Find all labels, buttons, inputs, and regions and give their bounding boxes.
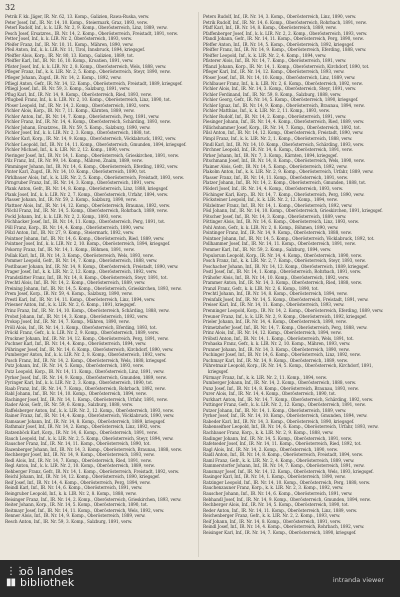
register-entry: Puchmayr Karl, Inf., IR. Nr. 14, 9. Komp., Oberösterreich, 1889, verw. xyxy=(203,357,348,363)
register-entry: Pöcksteiner Leopold, Inf., k. k. LIR. Nr. 2, 12. Komp., 1894, verw. xyxy=(203,197,338,203)
register-entry: Raffelsberger Anton, Inf., k. k. LIR. Nr. 2, 12. Komp., Oberösterreich, 1893, verw. xyxy=(5,407,174,413)
register-entry: Pfleger Johann, Zugsf., IR. Nr. 14, 2. Komp., 1892, verw. xyxy=(5,75,122,81)
register-entry: Prechtl Johann, Inf., IR. Nr. 14, 8. Komp., Oberösterreich, 1894, verw. xyxy=(203,291,348,297)
register-entry: Reingruber Leopold, Inf., k. k. LIR. Nr. 2, 8. Komp., 1888, verw. xyxy=(5,491,137,497)
register-entry: Pichler Anton, Inf., IR. Nr. 14, 7. Komp., Oberösterreich, Perg, 1891, verw. xyxy=(5,113,160,119)
register-entry: Reisinger Karl, Inf., IR. Nr. 14, 7. Komp., Oberösterreich, 1890, kriegsgef. xyxy=(203,529,357,535)
register-entry: Ratzinger Leopold, Inf., IR. Nr. 14, 10. Komp., Oberösterreich, Perg, 1888, verw. xyxy=(203,479,371,485)
register-entry: Pointner Johann, Inf., IR. Nr. 14, 5. Komp., Oberösterreich, Vöcklabruck, 1892, tot. xyxy=(203,235,375,241)
register-entry: Resch Anton, Inf., IR. Nr. 59, 3. Komp., Salzburg, 1891, verw. xyxy=(5,518,133,524)
register-entry: Pfleger Franz, Inf., k. k. LIR. Nr. 2, 5. Komp., Oberösterreich, Steyr, 1890, verw. xyxy=(5,69,171,75)
register-entry: Pichler Alois, Korp., IR. Nr. 7, 11. Komp., Kärnten, 1889, verw. xyxy=(5,108,135,114)
register-entry: Pichler Georg, Gefr., IR. Nr. 14, 5. Komp., Oberösterreich, 1890, kriegsgef. xyxy=(203,97,359,103)
register-entry: Petrik F. kk. Jäger, IR. Nr. 62, 13. Komp., Galizien, Rawa-Ruska, verw. xyxy=(5,14,150,19)
library-logo[interactable] xyxy=(6,566,74,589)
register-entry: Punz Josef, Inf., IR. Nr. 14, 8. Komp., Oberösterreich, Braunau, 1893, verw. xyxy=(203,385,359,391)
register-entry: Radinger Johann, Inf., IR. Nr. 14, 5. Komp., Oberösterreich, 1891, verw. xyxy=(203,435,352,441)
register-entry: Reif Johann, Inf., IR. Nr. 14, 8. Komp., Oberösterreich, 1891, verw. xyxy=(203,518,342,524)
register-entry: Rebhandl Josef, Inf., IR. Nr. 14, 9. Komp., Oberösterreich, Gmunden, 1894, verw. xyxy=(203,496,371,502)
right-column xyxy=(203,14,392,535)
register-entry: Pölzl Anton, Inf., IR. Nr. 27, 9. Komp., Steiermark, 1892, verw. xyxy=(5,230,135,236)
register-entry: Pflugbeil Franz, Inf., k. k. LIR. Nr. 2, 10. Komp., Oberösterreich, Linz, 1890, tot. xyxy=(5,97,171,103)
register-entry: Reiter Johann, Korp., IR. Nr. 14, 5. Komp., Oberösterreich, 1890, tot. xyxy=(5,502,148,508)
register-entry: Pimminger Johann, Inf., IR. Nr. 14, 6. Komp., Oberösterreich, Eferding, 1892, verw. xyxy=(5,163,179,169)
register-entry: Ransmayr Josef, Inf., IR. Nr. 14, 12. Komp., Oberösterreich, Wels, 1893, kriegsgef. xyxy=(203,468,374,474)
register-entry: Pfliegl Josef, Inf., IR. Nr. 59, 3. Komp., Salzburg, 1891, verw. xyxy=(5,86,131,92)
register-entry: Primetzhofer Josef, Inf., IR. Nr. 14, 7. Komp., Oberösterreich, Perg, 1888, verw. xyxy=(203,324,368,330)
register-entry: Rasinger Karl, Inf., IR. Nr. 14, 1. Komp., Oberösterreich, 1890, verw. xyxy=(203,474,346,480)
register-entry: Reindl Karl, Inf., IR. Nr. 14, 6. Komp., Oberösterreich, 1891, verw. xyxy=(5,485,143,491)
register-entry: Rauchenzauner Franz, Korp., k. k. LIR. Nr. 2, 3. Komp., 1892, verw. xyxy=(203,485,344,491)
viewer-label[interactable]: intranda viewer xyxy=(332,576,384,584)
register-entry: Pfoser Josef, Inf., IR. Nr. 14, 10. Komp., Oberösterreich, Linz, 1889, verw. xyxy=(203,75,356,81)
register-entry: Pühringer Josef, Inf., IR. Nr. 14, 6. Komp., Oberösterreich, Kirchdorf, 1890, verw. xyxy=(5,346,174,352)
register-entry: Pohl Anton, Gefr., k. k. LIR. Nr. 2, 8. Komp., Böhmen, 1890, verw. xyxy=(203,224,339,230)
register-entry: Posch Franz, Inf., k. k. LIR. Nr. 2, 7. Komp., Oberösterreich, Steyr, 1893, verw. xyxy=(203,258,366,264)
register-entry: Pyrker Josef, Inf., IR. Nr. 14, 9. Komp., Oberösterreich, Gmunden, 1889, verw. xyxy=(5,374,167,380)
register-entry: Plöderl Josef, Inf., IR. Nr. 14, 4. Komp., Oberösterreich, 1893, verw. xyxy=(203,185,344,191)
register-entry: Prinz Franz, Inf., IR. Nr. 14, 10. Komp., Oberösterreich, Schärding, 1888, verw. xyxy=(5,307,170,313)
viewer-footer xyxy=(0,560,400,597)
register-entry: Pfisterer Alois, Inf., IR. Nr. 14, 7. Komp., Oberösterreich, 1891, verw. xyxy=(203,58,347,64)
register-entry: Raml Franz, Gefr., k. k. LIR. Nr. 2, 4. Komp., Oberösterreich, 1889, verw. xyxy=(203,457,355,463)
register-entry: Rachbauer Franz, Korp., k. k. LIR. Nr. 2, 9. Komp., 1888, verw. xyxy=(203,430,334,436)
register-entry: Pommer Leopold, Gefr., IR. Nr. 14, 7. Komp., Oberösterreich, 1888, verw. xyxy=(5,258,158,264)
register-entry: Probst Johann, Inf., IR. Nr. 14, 3. Komp., Oberösterreich, 1892, verw. xyxy=(5,313,149,319)
register-entry: Pichler Josef, Inf., k. k. LIR. Nr. 2, 3. Komp., Oberösterreich, 1888, tot. xyxy=(5,130,152,136)
register-entry: Raab Franz, Inf., IR. Nr. 14, 7. Komp., Oberösterreich, Rohrbach, 1892, verw. xyxy=(5,385,166,391)
register-entry: Pichler Alois, Inf., IR. Nr. 14, 3. Komp., Oberösterreich, Steyr, 1891, verw. xyxy=(203,86,357,92)
register-entry: Rechberger Josef, Inf., IR. Nr. 14, 9. Komp., Oberösterreich, 1893, verw. xyxy=(5,452,155,458)
register-entry: Reitmayr Josef, Inf., IR. Nr. 14, 11. Komp., Oberösterreich, Wels, 1892, verw. xyxy=(5,507,165,513)
register-entry: Platzer Johann, Inf., IR. Nr. 14, 2. Komp., Oberösterreich, Gmunden, 1888, tot. xyxy=(203,180,367,186)
register-entry: Pürmayr Franz, Inf., k. k. LIR. Nr. 2, 11. Komp., 1894, verw. xyxy=(203,374,327,380)
register-entry: Pösl Johann, Inf., IR. Nr. 14, 10. Komp., Oberösterreich, Grieskirchen, 1891, kriegsgef. xyxy=(203,208,383,214)
register-entry: Pflug Karl, Inf., IR. Nr. 14, 9. Komp., Oberösterreich, Ried, 1893, verw. xyxy=(5,91,152,97)
register-entry: Pitschmann Josef, Inf., IR. Nr. 14, 8. Komp., Oberösterreich, Wels, 1890, verw. xyxy=(203,158,365,164)
register-entry: Preinfalk Josef, Inf., IR. Nr. 14, 5. Komp., Oberösterreich, Freistadt, 1891, verw. xyxy=(203,296,369,302)
register-entry: Pointner Josef, Inf., k. k. LIR. Nr. 2, 10. Komp., Oberösterreich, 1894, kriegsgef. xyxy=(5,241,171,247)
column-gutter xyxy=(198,12,199,557)
register-entry: Rehberger Franz, Gefr., IR. Nr. 14, 1. Komp., Oberösterreich, Freistadt, 1892, verw. xyxy=(5,468,180,474)
register-entry: Pröll Alois, Inf., IR. Nr. 14, 1. Komp., Oberösterreich, Eferding, 1893, tot. xyxy=(5,324,157,330)
register-entry: Prückl Franz, Gefr., k. k. LIR. Nr. 2, 9. Komp., Oberösterreich, 1889, verw. xyxy=(5,330,160,336)
register-entry: Rachinger Josef, Inf., IR. Nr. 14, 1. Komp., Oberösterreich, Urfahr, 1891, verw. xyxy=(5,396,168,402)
register-entry: Regl Anton, Inf., k. k. LIR. Nr. 2, 10. Komp., Oberösterreich, 1889, verw. xyxy=(5,463,155,469)
register-entry: Piesinger Johann, Inf., IR. Nr. 14, 4. Komp., Oberösterreich, Ried, 1889, verw. xyxy=(203,119,365,125)
register-entry: Populorum Leopold, Korp., IR. Nr. 14, 4. Komp., Oberösterreich, 1890, verw. xyxy=(203,252,362,258)
register-entry: Reichl Johann, Inf., IR. Nr. 14, 12. Komp., Oberösterreich, 1890, kriegsgef. xyxy=(5,474,160,480)
register-entry: Prager Josef, Inf., k. k. LIR. Nr. 2, 12. Komp., Oberösterreich, 1892, verw. xyxy=(5,269,158,275)
register-entry: Pichler Franz, Inf., IR. Nr. 14, 4. Komp., Oberösterreich, Schärding, 1893, verw. xyxy=(5,119,171,125)
register-entry: Pyrker Josef, Inf., IR. Nr. 14, 10. Komp., Oberösterreich, Gmunden, 1894, verw. xyxy=(203,413,368,419)
register-entry: Pfeil Anton, Inf., k. k. LIR. Nr. 11, Tirol, Innsbruck, 1894, kriegsgef. xyxy=(5,47,145,53)
left-column xyxy=(5,14,194,524)
register-entry: Pfeiffer Leopold, Inf., k. k. LIR. Nr. 2, 4. Komp., 1894, verw. xyxy=(203,52,327,58)
register-entry: Pichlbauer Franz, Inf., k. k. LIR. Nr. 2, 6. Komp., Oberösterreich, 1892, verw. xyxy=(203,80,363,86)
register-entry: Rechberger Alois, Inf., IR. Nr. 14, 5. Komp., Oberösterreich, 1890, tot. xyxy=(203,502,349,508)
register-entry: Pirchner Leopold, Inf., IR. Nr. 14, 6. Komp., Oberösterreich, 1891, verw. xyxy=(203,147,353,153)
register-entry: Prohaska Franz, Gefr., k. k. LIR. Nr. 2, 10. Komp., Mähren, 1893, verw. xyxy=(203,341,351,347)
register-entry: Pusch Franz, Inf., IR. Nr. 14, 2. Komp., Oberösterreich, Wels, 1888, kriegsgef. xyxy=(5,357,167,363)
register-entry: Plaimer Alois, Gefr., IR. Nr. 14, 5. Komp., Oberösterreich, 1892, verw. xyxy=(203,163,348,169)
register-entry: Puttinger Franz, Gefr., k. k. LIR. Nr. 2, 12. Komp., Oberösterreich, 1891, verw. xyxy=(203,402,366,408)
register-entry: Pfeiffer Karl, Inf., IR. Nr. 16, 10. Komp., Kroatien, 1891, verw. xyxy=(5,58,134,64)
register-entry: Pruckner Johann, Inf., IR. Nr. 14, 12. Komp., Oberösterreich, Perg, 1891, verw. xyxy=(5,335,169,341)
register-entry: Purkhart Anton, Inf., IR. Nr. 14, 7. Komp., Oberösterreich, Schärding, 1892, verw. xyxy=(203,396,374,402)
register-entry: Pilz Franz, Inf., IR. Nr. 99, 14. Komp., Mähren, Znaim, 1889, verw. xyxy=(5,158,143,164)
register-entry: Pichler Matthias, Inf., k. k. LIR. Nr. 2, 11. Komp., 1893, verw. xyxy=(203,108,330,114)
register-entry: Rainer Franz, Inf., IR. Nr. 14, 4. Komp., Oberösterreich, Vöcklabruck, 1890, verw. xyxy=(5,413,175,419)
register-entry: Petrik Rudolf, Inf., IR. Nr. 14, 6. Komp., Oberösterreich, Rohrbach, 1891, verw. xyxy=(203,19,367,25)
register-entry: Prandstätter Franz, Inf., IR. Nr. 14, 8. Komp., Oberösterreich, Steyr, 1891, tot. xyxy=(5,274,168,280)
register-entry: Pillichshammer Josef, Korp., IR. Nr. 14, 7. Komp., Oberösterreich, 1892, tot. xyxy=(203,124,361,130)
register-entry: Pölzleitner Franz, Inf., IR. Nr. 14, 1. Komp., Oberösterreich, 1892, verw. xyxy=(203,202,353,208)
register-entry: Rammerstorfer Johann, Inf., IR. Nr. 14, 7. Komp., Oberösterreich, 1891, verw. xyxy=(203,463,365,469)
register-entry: Pfeiffer Franz, Inf., IR. Nr. 14, 9. Komp., Oberösterreich, Eferding, 1888, verw. xyxy=(203,47,367,53)
register-entry: Pichler Rudolf, Inf., IR. Nr. 14, 2. Komp., Oberösterreich, 1891, verw. xyxy=(203,113,347,119)
register-entry: Ragl Alois, Inf., IR. Nr. 14, 2. Komp., Oberösterreich, 1890, verw. xyxy=(203,446,338,452)
register-entry: Ramsauer Johann, Inf., IR. Nr. 14, 8. Komp., Oberösterreich, 1889, kriegsgef. xyxy=(5,418,166,424)
register-entry: Pfeifer Franz, Inf., IR. Nr. 10, 11. Komp., Mähren, 1890, verw. xyxy=(5,41,134,47)
register-entry: Pfeffer Anton, Inf., IR. Nr. 14, 5. Komp., Oberösterreich, 1892, kriegsgef. xyxy=(203,41,355,47)
register-entry: Plattner Alois, Inf., IR. Nr. 14, 12. Komp., Oberösterreich, Braunau, 1892, verw. xyxy=(5,202,171,208)
register-entry: Pflanzl Johann, Korp., IR. Nr. 14, 1. Komp., Oberösterreich, Kirchdorf, 1890, tot. xyxy=(203,63,370,69)
register-entry: Pollhammer Josef, Inf., IR. Nr. 14, 11. Komp., Oberösterreich, 1891, verw. xyxy=(203,241,356,247)
register-entry: Pfoser Leopold, Inf., IR. Nr. 14, 2. Komp., Oberösterreich, 1892, verw. xyxy=(5,102,151,108)
register-entry: Redl Alois, Inf., IR. Nr. 14, 7. Komp., Oberösterreich, Ried, 1891, verw. xyxy=(5,457,152,463)
register-entry: Rabeder Karl, Inf., IR. Nr. 14, 3. Komp., Oberösterreich, 1890, kriegsgef. xyxy=(203,418,355,424)
logo-dots-icon: ⋮⋮ xyxy=(6,566,24,577)
register-entry: Rauscher Johann, Inf., IR. Nr. 14, 6. Komp., Oberösterreich, 1891, verw. xyxy=(203,491,353,497)
register-entry: Prunner Johann, Inf., IR. Nr. 14, 3. Komp., Oberösterreich, 1890, verw. xyxy=(203,346,350,352)
register-entry: Pommer Karl, Inf., IR. Nr. 59, 2. Komp., Salzburg, 1894, verw. xyxy=(203,246,332,252)
register-entry: Pinter Karl, Zugsf., IR. Nr. 14, 10. Komp., Oberösterreich, 1890, tot. xyxy=(5,169,147,175)
register-entry: Plakolm Anton, Inf., k. k. LIR. Nr. 2, 9. Komp., Oberösterreich, Urfahr, 1889, verw. xyxy=(203,169,374,175)
register-entry: Prieler Johann, Inf., IR. Nr. 14, 4. Komp., Oberösterreich, 1890, verw. xyxy=(203,319,347,325)
register-entry: Preuner Franz, Inf., k. k. LIR. Nr. 2, 9. Komp., Oberösterreich, 1892, kriegsgef. xyxy=(203,313,367,319)
register-entry: Pfandl Johann, Gefr., IR. Nr. 14, 11. Komp., Oberösterreich, Perg, 1890, verw. xyxy=(203,36,364,42)
register-entry: Priesner Anton, Inf., k. k. LIR. Nr. 2, 6. Komp., 1891, kriegsgef. xyxy=(5,302,136,308)
register-entry: Pichler Ferdinand, Inf., IR. Nr. 59, 8. Komp., Salzburg, 1888, verw. xyxy=(203,91,342,97)
register-entry: Plank Anton, Gefr., IR. Nr. 14, 8. Komp., Oberösterreich, Linz, 1888, kriegsgef. xyxy=(5,185,169,191)
register-entry: Putz Leopold, Korp., IR. Nr. 14, 11. Komp., Oberösterreich, Linz, 1891, verw. xyxy=(5,369,165,374)
register-entry: Purer Alois, Inf., IR. Nr. 14, 4. Komp., Oberösterreich, 1890, tot. xyxy=(203,391,337,397)
register-entry: Pröbstl Anton, Inf., IR. Nr. 14, 1. Komp., Oberösterreich, Wels, 1891, tot. xyxy=(203,335,354,341)
register-entry: Pockl Johann, Inf., k. k. LIR. Nr. 2, 2. Komp., 1893, verw. xyxy=(5,213,122,219)
register-entry: Rabenseifner Leopold, Inf., IR. Nr. 14, 6. Komp., Oberösterreich, Urfahr, 1893, verw. xyxy=(203,424,379,430)
register-entry: Pöchhacker Josef, Inf., IR. Nr. 14, 11. Komp., Oberösterreich, Perg, 1891, tot. xyxy=(5,219,166,225)
register-entry: Pichler Leopold, Inf., IR. Nr. 14, 11. Komp., Oberösterreich, Gmunden, 1894, kriegsgef. xyxy=(5,141,187,147)
register-entry: Peter Josef, Inf., IR. Nr. 14, 10. Komp., Steiermark, Graz, 1893, verw. xyxy=(5,19,148,25)
register-entry: Pokorny Franz, Inf., IR. Nr. 14, 1. Komp., Böhmen, 1891, verw. xyxy=(5,246,135,252)
register-entry: Rauscher Franz, Inf., IR. Nr. 14, 11. Komp., Oberösterreich, 1890, tot. xyxy=(5,441,151,447)
register-entry: Postlbauer Johann, Inf., IR. Nr. 14, 9. Komp., Oberösterreich, Freistadt, 1890, verw. xyxy=(5,263,179,269)
register-entry: Reif Josef, Inf., IR. Nr. 14, 4. Komp., Oberösterreich, Perg, 1894, verw. xyxy=(5,479,151,485)
register-entry: Pumberger Johann, Inf., IR. Nr. 14, 2. Komp., Oberösterreich, 1888, verw. xyxy=(203,380,357,386)
register-entry: Plank Josef, Inf., k. k. LIR. Nr. 2, 7. Komp., Oberösterreich, Urfahr, 1894, verw. xyxy=(5,191,169,197)
register-entry: Pirker Johann, Inf., IR. Nr. 7, 3. Komp., Kärnten, 1894, kriegsgef. xyxy=(203,152,338,158)
register-entry: Pumberger Anton, Inf., k. k. LIR. Nr. 2, 8. Komp., Oberösterreich, 1892, verw. xyxy=(5,352,167,358)
register-entry: Pilsl Anton, Inf., IR. Nr. 14, 12. Komp., Oberösterreich, Freistadt, 1890, verw. xyxy=(203,130,364,136)
register-entry: Pöchinger Karl, Korp., IR. Nr. 14, 7. Komp., Oberösterreich, Perg, 1890, verw. xyxy=(203,191,365,197)
register-entry: Renner Alois, Inf., IR. Nr. 14, 9. Komp., Oberösterreich, 1889, verw. xyxy=(5,513,146,519)
register-entry: Pesch Josef, Ersatzres., IR. Nr. 14, 2. Komp., Oberösterreich, Freistadt, 1891, verw. xyxy=(5,30,178,36)
register-entry: Prammer Anton, Inf., IR. Nr. 14, 3. Komp., Oberösterreich, Ried, 1888, verw. xyxy=(203,280,362,286)
register-entry: Pfister Josef, Inf., k. k. LIR. Nr. 2, 8. Komp., Oberösterreich, Wels, 1888, verw. xyxy=(5,63,167,69)
register-entry: Poschacher Johann, Inf., IR. Nr. 14, 12. Komp., Oberösterreich, 1889, kriegsgef. xyxy=(203,263,369,269)
register-entry: Pöttinger Alois, Inf., IR. Nr. 14, 6. Komp., Oberösterreich, Linz, 1893, verw. xyxy=(203,219,359,225)
register-entry: Reder Anton, Inf., IR. Nr. 14, 11. Komp., Oberösterreich, Linz, 1889, verw. xyxy=(203,507,358,513)
register-entry: Pfleger Karl, Inf., IR. Nr. 14, 12. Komp., Oberösterreich, 1893, verw. xyxy=(203,69,345,75)
logo-bars-icon: ▮▮ xyxy=(6,577,16,588)
register-entry: Reindl Josef, Inf., IR. Nr. 14, 4. Komp., Oberösterreich, Rohrbach, 1892, verw. xyxy=(203,524,365,530)
register-entry: Pointinger Franz, Inf., IR. Nr. 14, 9. Komp., Oberösterreich, 1888, verw. xyxy=(203,230,352,236)
register-entry: Putz Johann, Inf., IR. Nr. 14, 5. Komp., Oberösterreich, 1893, verw. xyxy=(5,363,144,369)
register-entry: Pfeiffer Alois, Korp., IR. Nr. 80, 13. Komp., Galizien, 1889, tot. xyxy=(5,52,134,58)
register-entry: Pimpl Franz, Inf., k. k. LIR. Nr. 2, 1. Komp., Oberösterreich, 1888, verw. xyxy=(203,136,353,142)
register-entry: Pirklbauer Alois, Inf., k. k. LIR. Nr. 2, 5. Komp., Oberösterreich, Freistadt, 1893, verw. xyxy=(5,174,184,180)
register-entry: Pindl Karl, Inf., IR. Nr. 14, 10. Komp., Oberösterreich, Schärding, 1893, verw. xyxy=(203,141,365,147)
register-entry: Prinz Alois, Inf., IR. Nr. 14, 12. Komp., Oberösterreich, 1894, verw. xyxy=(203,330,342,336)
register-entry: Pointner Johann, Inf., IR. Nr. 14, 6. Komp., Oberösterreich, Ried, 1889, verw. xyxy=(5,235,165,241)
logo-text-line1: oö landes xyxy=(20,565,74,578)
register-entry: Peterl Rudolf, Inf., k. k. LIR. Nr. 2, 9. Komp., Oberösterreich, Linz, 1889, verw. xyxy=(5,25,168,31)
register-entry: Peters Rudolf, Inf., IR. Nr. 14, 3. Komp., Oberösterreich, Linz, 1890, verw. xyxy=(203,14,357,19)
register-entry: Plasser Franz, Inf., IR. Nr. 14, 11. Komp., Oberösterreich, 1891, verw. xyxy=(203,174,348,180)
register-entry: Rader Alois, Gefr., IR. Nr. 59, 6. Komp., Salzburg, 1888, verw. xyxy=(5,402,134,408)
register-entry: Puchner Karl, Inf., IR. Nr. 14, 4. Komp., Oberösterreich, 1894, verw. xyxy=(5,341,147,347)
register-entry: Raidl Anton, Inf., IR. Nr. 14, 8. Komp., Oberösterreich, Freistadt, 1894, verw. xyxy=(203,452,363,458)
register-entry: Pfaff Karl, Inf., IR. Nr. 14, 8. Komp., Oberösterreich, 1889, verw. xyxy=(203,25,337,31)
register-entry: Pichler Michael, Inf., k. k. LIR. Nr. 2, 12. Komp., 1890, verw. xyxy=(5,147,131,153)
register-entry: Pyringer Karl, Inf., k. k. LIR. Nr. 2, 3. Komp., Oberösterreich, 1890, tot. xyxy=(5,380,154,386)
register-entry: Pirngruber Franz, Inf., IR. Nr. 14, 3. Komp., Oberösterreich, 1891, verw. xyxy=(5,180,156,186)
register-entry: Plöchl Franz, Inf., IR. Nr. 14, 5. Komp., Oberösterreich, Rohrbach, 1889, verw. xyxy=(5,208,168,214)
register-entry: Pichler Johann, Ersatzres., IR. Nr. 59, 5. Komp., Salzburg, 1890, verw. xyxy=(5,124,151,130)
register-entry: Pichler Ignaz, Inf., IR. Nr. 14, 9. Komp., Oberösterreich, Braunau, 1894, verw. xyxy=(203,102,365,108)
register-entry: Pühretmair Leopold, Korp., IR. Nr. 14, 5. Komp., Oberösterreich, Kirchdorf, 1891, kriegsgef. xyxy=(203,363,373,374)
register-entry: Preining Johann, Inf., IR. Nr. 14, 5. Komp., Oberösterreich, Grieskirchen, 1893, verw. xyxy=(5,285,182,291)
register-entry: Reichenberger Franz, Gefr., k. k. LIR. Nr. 2, 2. Komp., 1893, verw. xyxy=(203,513,341,519)
register-entry: Razenberger Johann, Inf., IR. Nr. 14, 3. Komp., Oberösterreich, Braunau, 1888, verw. xyxy=(5,446,182,452)
logo-text-line2: bibliothek xyxy=(20,576,75,589)
page-number: 32 xyxy=(5,3,16,12)
register-entry: Petter Josef, Inf., k. k. LIR. Nr. 2, Oberösterreich, 1893, verw. xyxy=(5,36,133,42)
register-entry: Puchinger Josef, Inf., IR. Nr. 14, 6. Komp., Oberösterreich, Linz, 1892, verw. xyxy=(203,352,361,358)
register-entry: Pollak Karl, Inf., IR. Nr. 14, 3. Komp., Oberösterreich, Wels, 1893, verw. xyxy=(5,252,154,258)
register-entry: Prechtl Alois, Inf., IR. Nr. 14, 2. Komp., Oberösterreich, 1889, verw. xyxy=(5,280,146,286)
register-entry: Prähofer Alois, Inf., IR. Nr. 14, 10. Komp., Oberösterreich, 1892, verw. xyxy=(203,274,350,280)
register-entry: Prokop Josef, Inf., IR. Nr. 14, 7. Komp., Mähren, 1890, verw. xyxy=(5,319,130,325)
register-entry: Rauch Leopold, Inf., k. k. LIR. Nr. 2, 5. Komp., Oberösterreich, Steyr, 1894, verw. xyxy=(5,435,174,441)
register-entry: Pötscher Josef, Inf., IR. Nr. 14, 3. Komp., Oberösterreich, 1889, verw. xyxy=(203,213,347,219)
register-entry: Pieringer Josef, Inf., IR. Nr. 14, 1. Komp., Oberösterreich, Grieskirchen, 1891, verw. xyxy=(5,152,179,158)
register-entry: Prenninger Leopold, Korp., IR. Nr. 14, 2. Komp., Oberösterreich, Eferding, 1889, verw. xyxy=(203,307,384,313)
register-entry: Rabl Johann, Inf., IR. Nr. 14, 10. Komp., Oberösterreich, 1894, verw. xyxy=(5,391,147,397)
register-entry: Putzer Johann, Inf., IR. Nr. 14, 1. Komp., Oberösterreich, 1889, verw. xyxy=(203,407,347,413)
register-entry: Prestl Karl, Inf., IR. Nr. 14, 11. Komp., Oberösterreich, Linz, 1894, verw. xyxy=(5,296,156,302)
register-entry: Pichler Karl, Korp., IR. Nr. 14, 9. Komp., Oberösterreich, Vöcklabruck, 1892, verw. xyxy=(5,136,177,142)
register-entry: Prem Josef, Korp., IR. Nr. 59, 4. Komp., Salzburg, 1890, verw. xyxy=(5,291,133,297)
register-entry: Reisinger Franz, Inf., IR. Nr. 14, 2. Komp., Oberösterreich, Grieskirchen, 1893, verw. xyxy=(5,496,182,502)
register-entry: Postl Josef, Inf., IR. Nr. 14, 1. Komp., Oberösterreich, Rohrbach, 1891, verw. xyxy=(203,269,362,275)
register-entry: Rafetseder Josef, Inf., IR. Nr. 14, 11. Komp., Oberösterreich, Ried, 1892, tot. xyxy=(203,441,362,447)
register-entry: Plasser Johann, Inf., IR. Nr. 59, 2. Komp., Salzburg, 1890, verw. xyxy=(5,197,137,203)
register-entry: Pranzl Franz, Gefr., k. k. LIR. Nr. 2, 6. Komp., 1890, tot. xyxy=(203,285,319,291)
register-entry: Pfaffenberger Josef, Inf., k. k. LIR. Nr. 2, 2. Komp., Oberösterreich, 1893, verw. xyxy=(203,30,368,36)
register-entry: Rathmair Josef, Inf., IR. Nr. 14, 2. Komp., Oberösterreich, Linz, 1892, verw. xyxy=(5,424,162,430)
register-entry: Pöll Franz, Korp., IR. Nr. 14, 4. Komp., Oberösterreich, 1890, verw. xyxy=(5,224,145,230)
register-entry: Ratzenböck Karl, Korp., IR. Nr. 14, 6. Komp., Oberösterreich, 1891, verw. xyxy=(5,430,158,436)
register-entry: Pfliegl Anton, Gefr., IR. Nr. 14, 12. Komp., Oberösterreich, Freistadt, 1889, kriegsgef. xyxy=(5,80,183,86)
register-entry: Preiser Karl, Inf., IR. Nr. 14, 11. Komp., Oberösterreich, 1893, verw. xyxy=(203,302,345,308)
